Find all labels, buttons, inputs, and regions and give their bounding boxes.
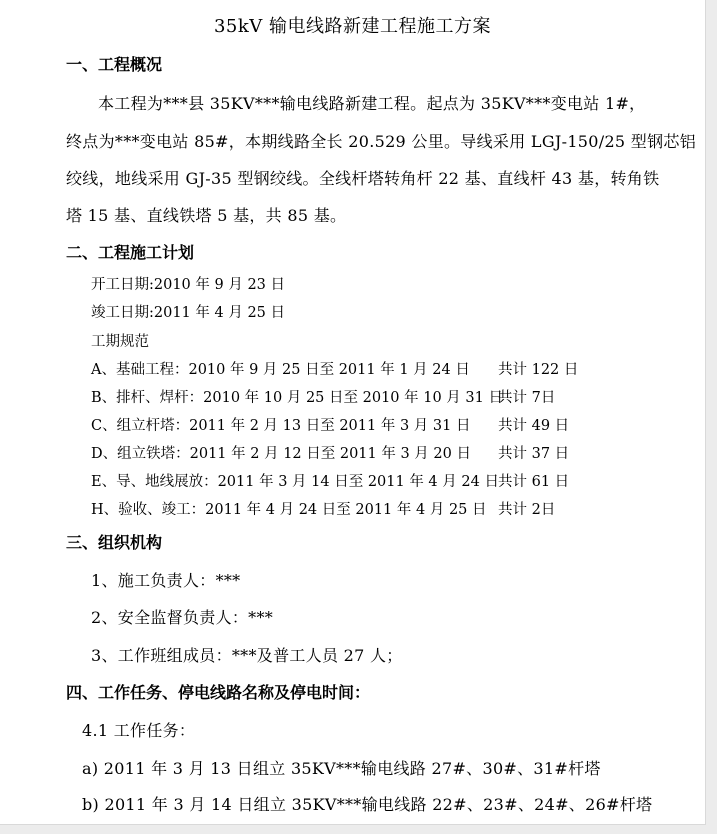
task-item: a) 2011 年 3 月 13 日组立 35KV***输电线路 27#、30#、31#杆塔 [82, 759, 601, 778]
section-1-line: 绞线，地线采用 GJ-35 型钢绞线。全线杆塔转角杆 22 基、直线杆 43 基，转角铁 [66, 169, 660, 188]
org-item: 3、工作班组成员：***及普工人员 27 人； [91, 646, 403, 665]
start-date: 开工日期:2010 年 9 月 23 日 [91, 277, 286, 293]
schedule-item: A、基础工程：2010 年 9 月 25 日至 2011 年 1 月 24 日 [91, 362, 470, 378]
schedule-item: E、导、地线展放：2011 年 3 月 14 日至 2011 年 4 月 24 日 [91, 474, 499, 490]
section-1-line: 终点为***变电站 85#，本期线路全长 20.529 公里。导线采用 LGJ-150/25 型钢芯铝 [66, 132, 696, 151]
schedule-item: D、组立铁塔：2011 年 2 月 12 日至 2011 年 3 月 20 日 [91, 446, 471, 462]
org-item: 1、施工负责人：*** [91, 571, 241, 590]
section-2-heading: 二、工程施工计划 [66, 243, 195, 262]
section-1-line: 塔 15 基、直线铁塔 5 基，共 85 基。 [66, 206, 347, 225]
schedule-label: 工期规范 [91, 334, 149, 350]
org-item: 2、安全监督负责人：*** [91, 608, 274, 627]
task-item: b) 2011 年 3 月 14 日组立 35KV***输电线路 22#、23#、24#、26#杆塔 [82, 795, 653, 814]
section-1-line: 本工程为***县 35KV***输电线路新建工程。起点为 35KV***变电站 1#， [98, 94, 646, 113]
schedule-item: C、组立杆塔：2011 年 2 月 13 日至 2011 年 3 月 31 日 [91, 418, 471, 434]
schedule-total: 共计 2日 [498, 502, 556, 518]
window-margin-bottom [0, 825, 717, 834]
schedule-total: 共计 122 日 [498, 362, 579, 378]
end-date: 竣工日期:2011 年 4 月 25 日 [91, 305, 286, 321]
schedule-total: 共计 61 日 [498, 474, 570, 490]
window-margin-right [706, 0, 717, 834]
schedule-item: H、验收、竣工：2011 年 4 月 24 日至 2011 年 4 月 25 日 [91, 502, 487, 518]
section-4-heading: 四、工作任务、停电线路名称及停电时间： [66, 683, 371, 702]
schedule-total: 共计 49 日 [498, 418, 570, 434]
document-title: 35kV 输电线路新建工程施工方案 [213, 16, 492, 37]
schedule-total: 共计 7日 [498, 390, 556, 406]
section-3-heading: 三、组织机构 [66, 533, 163, 552]
section-4-subheading: 4.1 工作任务： [82, 721, 196, 740]
schedule-item: B、排杆、焊杆：2010 年 10 月 25 日至 2010 年 10 月 31 日 [91, 390, 503, 406]
schedule-total: 共计 37 日 [498, 446, 570, 462]
section-1-heading: 一、工程概况 [66, 55, 163, 74]
